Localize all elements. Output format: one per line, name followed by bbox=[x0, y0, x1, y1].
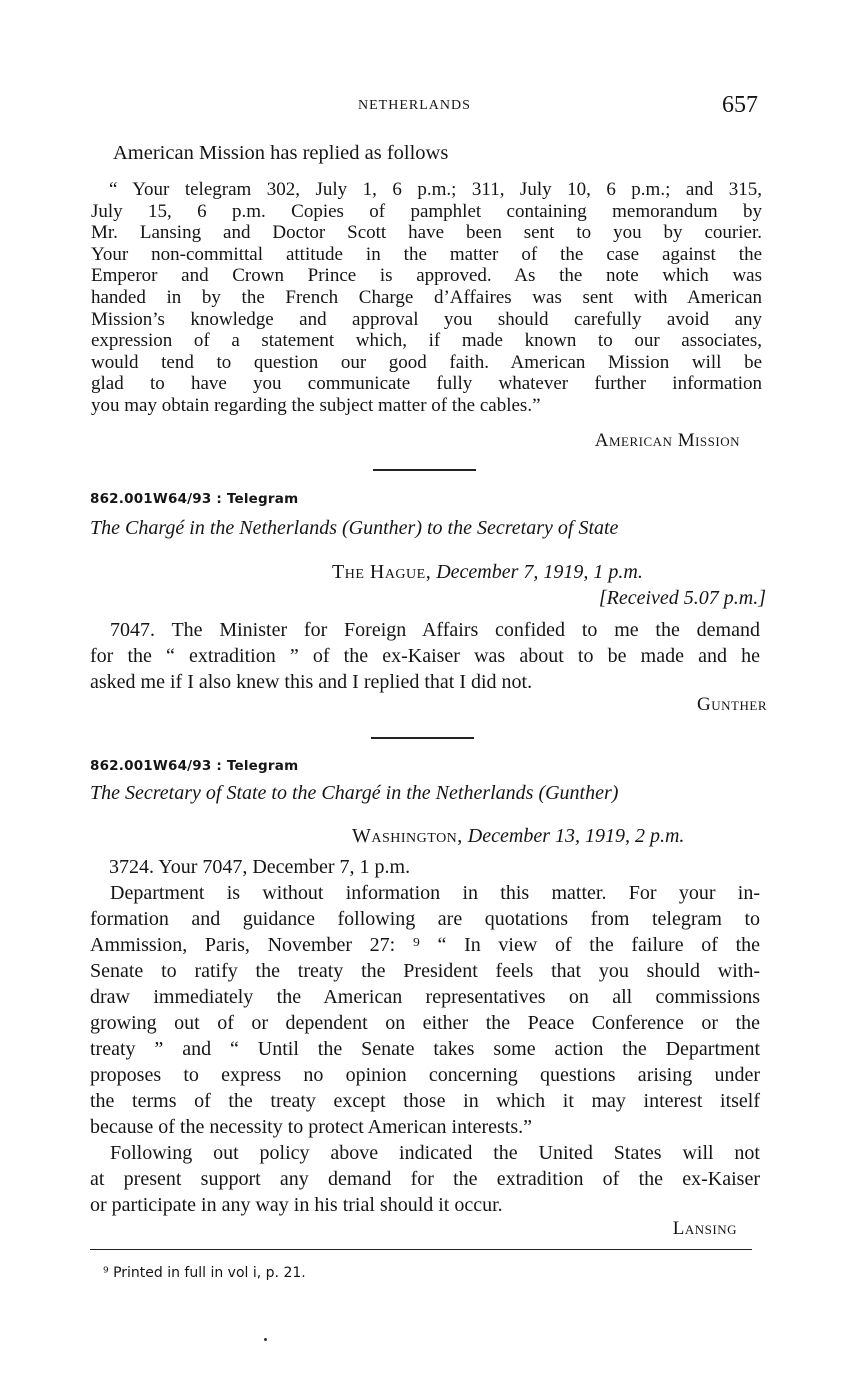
footnote-rule bbox=[90, 1249, 752, 1250]
section-divider bbox=[371, 737, 474, 739]
quote-line: Mr. Lansing and Doctor Scott have been sent to you by courier. bbox=[91, 222, 762, 244]
quote-line: July 15, 6 p.m. Copies of pamphlet containing memorandum by bbox=[91, 200, 762, 222]
quote-line: Your non-committal attitude in the matter of the case against the bbox=[91, 243, 762, 265]
page-number: 657 bbox=[722, 92, 758, 118]
footnote: ⁹ Printed in full in vol i, p. 21. bbox=[103, 1265, 306, 1281]
document-id: 862.001W64/93 : Telegram bbox=[90, 491, 299, 507]
quote-line: glad to have you communicate fully whatever further information bbox=[91, 373, 762, 395]
quote-line: Emperor and Crown Prince is approved. As the note which was bbox=[91, 265, 762, 287]
body-line: treaty ” and “ Until the Senate takes some action the Department bbox=[90, 1038, 760, 1060]
quote-line: Mission’s knowledge and approval you should carefully avoid any bbox=[91, 308, 762, 330]
date-time: December 7, 1919, 1 p.m. bbox=[436, 561, 643, 583]
document-id: 862.001W64/93 : Telegram bbox=[90, 758, 299, 774]
body-line: formation and guidance following are quotations from telegram to bbox=[90, 908, 760, 930]
quoted-telegram bbox=[91, 179, 762, 417]
quote-line: expression of a statement which, if made known to our associates, bbox=[91, 330, 762, 352]
body-line: 7047. The Minister for Foreign Affairs confided to me the demand bbox=[110, 619, 760, 641]
reference-line: 3724. Your 7047, December 7, 1 p.m. bbox=[109, 856, 411, 878]
signature-lansing: Lansing bbox=[672, 1218, 737, 1239]
received-time: [Received 5.07 p.m.] bbox=[598, 587, 766, 609]
body-line: Following out policy above indicated the United States will not bbox=[110, 1142, 760, 1164]
body-line: Department is without information in this matter. For your in- bbox=[110, 882, 760, 904]
quote-line: “ Your telegram 302, July 1, 6 p.m.; 311, July 10, 6 p.m.; and 315, bbox=[109, 179, 762, 200]
body-line: Ammission, Paris, November 27: ⁹ “ In view of the failure of the bbox=[90, 934, 760, 956]
telegram-heading: The Secretary of State to the Chargé in the Netherlands (Gunther) bbox=[90, 782, 619, 804]
body-line: growing out of or dependent on either the Peace Conference or the bbox=[90, 1012, 760, 1034]
body-line: or participate in any way in his trial should it occur. bbox=[90, 1194, 503, 1216]
place-name: Washington, bbox=[352, 825, 463, 847]
body-line: at present support any demand for the extradition of the ex-Kaiser bbox=[90, 1168, 760, 1190]
place-name: The Hague, bbox=[332, 561, 432, 583]
telegram-body bbox=[90, 880, 760, 1218]
date-time: December 13, 1919, 2 p.m. bbox=[467, 825, 685, 847]
body-line: for the “ extradition ” of the ex-Kaiser was about to be made and he bbox=[90, 645, 760, 667]
body-line: because of the necessity to protect American interests.” bbox=[90, 1116, 533, 1138]
body-line: proposes to express no opinion concerning questions arising under bbox=[90, 1064, 760, 1086]
telegram-heading: The Chargé in the Netherlands (Gunther) to the Secretary of State bbox=[90, 517, 619, 539]
signature-american-mission: American Mission bbox=[594, 430, 740, 451]
body-line: Senate to ratify the treaty the President feels that you should with- bbox=[90, 960, 760, 982]
body-line: asked me if I also knew this and I replied that I did not. bbox=[90, 671, 533, 693]
body-line: draw immediately the American representatives on all commissions bbox=[90, 986, 760, 1008]
intro-line: American Mission has replied as follows bbox=[113, 142, 449, 164]
running-header-title: NETHERLANDS bbox=[358, 98, 471, 113]
dateline bbox=[352, 825, 684, 848]
body-line: the terms of the treaty except those in which it may interest itself bbox=[90, 1090, 760, 1112]
quote-line: would tend to question our good faith. American Mission will be bbox=[91, 351, 762, 373]
telegram-body bbox=[90, 617, 760, 695]
dateline bbox=[332, 561, 643, 584]
quote-line: you may obtain regarding the subject matter of the cables.” bbox=[91, 394, 541, 416]
scan-speck bbox=[264, 1338, 267, 1341]
signature-gunther: Gunther bbox=[697, 694, 767, 715]
section-divider bbox=[373, 469, 476, 471]
quote-line: handed in by the French Charge d’Affaires was sent with American bbox=[91, 286, 762, 308]
